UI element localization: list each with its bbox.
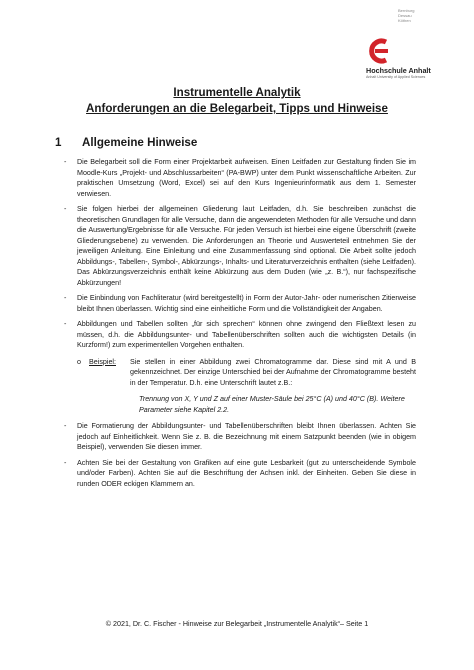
- list-item-text: Achten Sie bei der Gestaltung von Grafiken auf eine gute Lesbarkeit (gut zu unterscheidende Symbole und/oder Farben). Achten Sie auf die Beschriftung der Achsen inkl. der Einheiten. Geben Sie diese in runden ODER eckigen Klammern an.: [77, 458, 416, 488]
- list-item: [64, 421, 416, 453]
- list-item: [64, 293, 416, 314]
- bullet-list: [64, 157, 416, 494]
- bullet-dash: -: [64, 320, 67, 328]
- bullet-dash: -: [64, 458, 67, 467]
- logo-city: Bernburg: [398, 8, 415, 13]
- bullet-dash: -: [64, 294, 67, 302]
- logo-city: Dessau: [398, 13, 412, 18]
- example-caption: Trennung von X, Y und Z auf einer Muster-Säule bei 25°C (A) und 40°C (B). Weitere Parameter siehe Kapitel 2.2.: [139, 395, 405, 414]
- section-heading: [55, 136, 197, 149]
- list-item: [64, 204, 416, 288]
- logo-name: Hochschule Anhalt: [366, 66, 431, 75]
- example-bullet: o: [77, 357, 81, 366]
- list-item-text: Die Formatierung der Abbildungsunter- und Tabellenüberschriften bleibt Ihnen überlassen. Achten Sie jedoch auf Einheitlichkeit. Wenn Sie z. B. die Bezeichnung mit einem Satzpunkt beenden (wie in obigem Beispiel), verwenden Sie diesen immer.: [77, 422, 416, 451]
- document-titles: [0, 85, 474, 117]
- list-item: [64, 319, 416, 351]
- logo-subtitle: Anhalt University of Applied Sciences: [366, 75, 426, 79]
- example-label: Beispiel:: [89, 357, 116, 366]
- list-item-text: Die Einbindung von Fachliteratur (wird bereitgestellt) in Form der Autor-Jahr- oder numerischen Zitierweise bleibt Ihnen überlassen. Wichtig sind eine einheitliche Form und die Vollständigkeit der Angaben.: [77, 294, 416, 313]
- example-text: Sie stellen in einer Abbildung zwei Chromatogramme dar. Diese sind mit A und B gekennzeichnet. Der einzige Unterschied bei der Aufnahme der Chromatogramme besteht in der Temperatur. D.h. eine Unterschrift lautet z.B.:: [130, 357, 416, 387]
- section-number: 1: [55, 136, 62, 149]
- page-footer: © 2021, Dr. C. Fischer - Hinweise zur Belegarbeit „Instrumentelle Analytik“– Seite 1: [105, 620, 369, 628]
- logo-mark-icon: [366, 38, 390, 64]
- page-title: Instrumentelle Analytik: [173, 86, 301, 99]
- list-item: [64, 157, 416, 199]
- logo-city: Köthen: [398, 18, 411, 23]
- section-title: Allgemeine Hinweise: [82, 136, 198, 149]
- logo-cities: [398, 8, 414, 23]
- page-subtitle: Anforderungen an die Belegarbeit, Tipps und Hinweise: [86, 102, 388, 115]
- bullet-dash: -: [64, 422, 67, 430]
- bullet-dash: -: [64, 205, 67, 213]
- list-item: [64, 458, 416, 490]
- list-item-text: Die Belegarbeit soll die Form einer Projektarbeit aufweisen. Einen Leitfaden zur Gestaltung finden Sie im Moodle-Kurs „Projekt- und Abschlussarbeiten“ (PA-BWP) unter dem Punkt wissenschaftliche Arbeiten. Zur praktischen Umsetzung (Word, Excel) sei auf den Kurs Ingenieurinformatik aus dem 1. Semester verwiesen.: [77, 158, 416, 198]
- list-item-text: Sie folgen hierbei der allgemeinen Gliederung laut Leitfaden, d.h. Sie beschreiben zunächst die theoretischen Grundlagen für alle Versuche, dann die angewendeten Methoden für alle Versuche und dann die Auswertung/Ergebnisse für alle Versuche. Für jeden Versuch ist hierbei eine eigene Überschrift (zweite Gliederungsebene) zu verwenden. Die Anforderungen an Theorie und Auswerteteil entnehmen Sie der jeweiligen Anleitung. Eine Einleitung und eine Zusammenfassung sind optional. Die Arbeit sollte jedoch Abbildungs-, Tabellen-, Symbol-, Abkürzungs-, Inhalts- und Literaturverzeichnis enthalten (siehe Leitfaden). Das Abkürzungsverzeichnis enthält keine Abkürzung aus dem Duden (wie „z. B.“), nur fachspezifische Abkürzungen!: [77, 205, 416, 287]
- example-block: [64, 357, 416, 416]
- list-item-text: Abbildungen und Tabellen sollten „für sich sprechen“ können ohne zwingend den Fließtext lesen zu müssen, d.h. die Abbildungsunter- und Tabellenüberschriften sollten auch die wichtigsten Details (in Kurzform!) zum experimentellen Vorgehen enthalten.: [77, 320, 416, 349]
- bullet-dash: -: [64, 158, 67, 166]
